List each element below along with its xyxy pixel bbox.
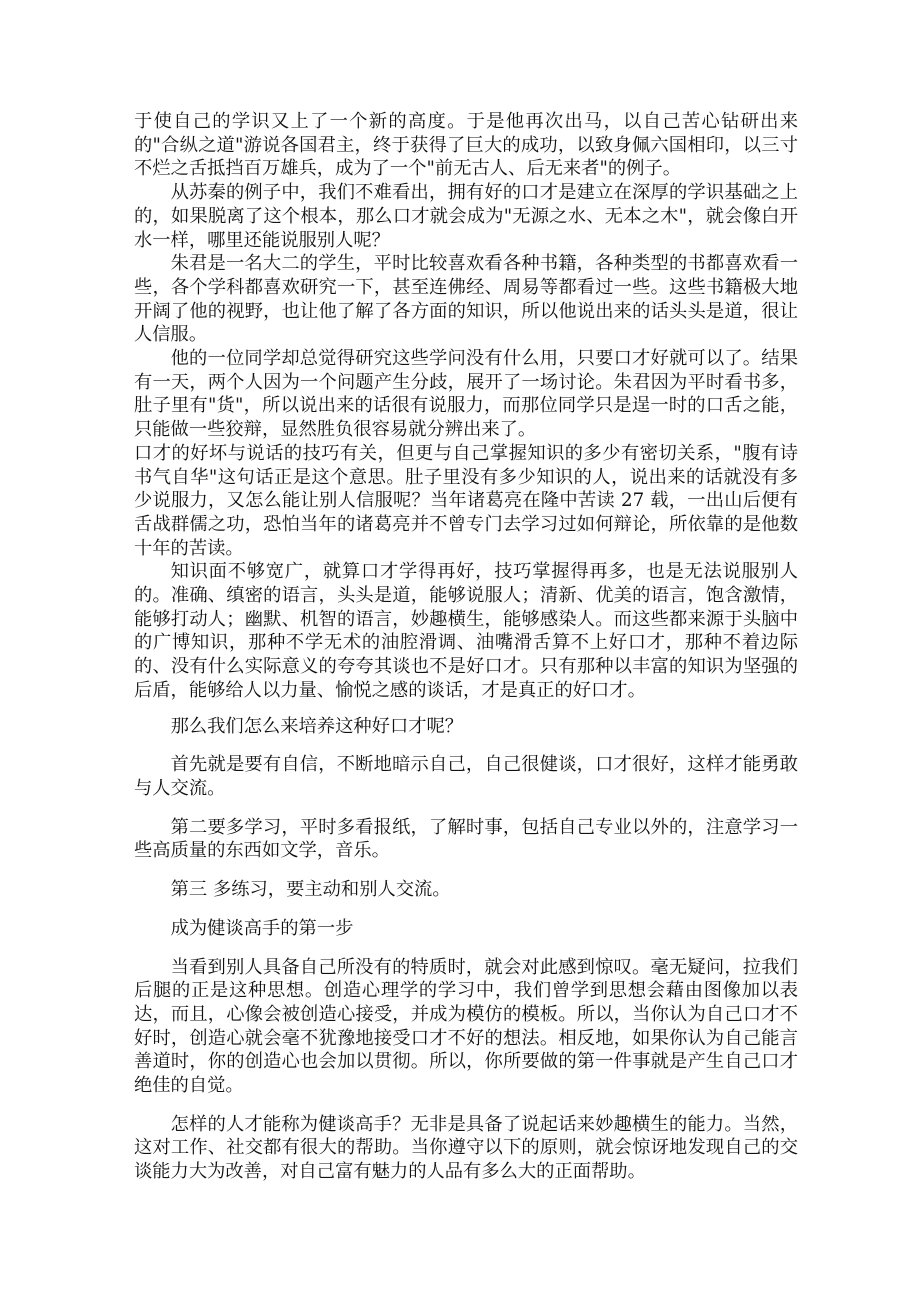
paragraph: 第三 多练习，要主动和别人交流。 [170,879,451,901]
document-body [134,110,798,1184]
paragraph: 当看到别人具备自己所没有的特质时，就会对此感到惊叹。毫无疑问，拉我们后腿的正是这种思想。创造心理学的学习中，我们曾学到思想会藉由图像加以表达，而且，心像会被创造心接受，并成为模仿的模板。所以，当你认为自己口才不好时，创造心就会毫不犹豫地接受口才不好的想法。相反地，如果你认为自己能言善道时，你的创造心也会加以贯彻。所以，你所要做的第一件事就是产生自己口才绝佳的自觉。 [134,956,798,1097]
paragraph: 于使自己的学识又上了一个新的高度。于是他再次出马，以自己苦心钻研出来的"合纵之道"游说各国君主，终于获得了巨大的成功，以致身佩六国相印，以三寸不烂之舌抵挡百万雄兵，成为了一个"前无古人、后无来者"的例子。 [134,111,798,180]
paragraph: 怎样的人才能称为健谈高手？无非是具备了说起话来妙趣横生的能力。当然，这对工作、社交都有很大的帮助。当你遵守以下的原则，就会惊讶地发现自己的交谈能力大为改善，对自己富有魅力的人品有多么大的正面帮助。 [134,1113,798,1183]
paragraph: 从苏秦的例子中，我们不难看出，拥有好的口才是建立在深厚的学识基础之上的，如果脱离了这个根本，那么口才就会成为"无源之水、无本之木"，就会像白开水一样，哪里还能说服别人呢？ [134,182,798,251]
paragraph: 第二要多学习，平时多看报纸，了解时事，包括自己专业以外的，注意学习一些高质量的东西如文学，音乐。 [134,816,798,862]
paragraph: 知识面不够宽广，就算口才学得再好，技巧掌握得再多，也是无法说服别人的。准确、缜密的语言，头头是道，能够说服人；清新、优美的语言，饱含激情，能够打动人；幽默、机智的语言，妙趣横生，能够感染人。而这些都来源于头脑中的广博知识，那种不学无术的油腔滑调、油嘴滑舌算不上好口才，那种不着边际的、没有什么实际意义的夸夸其谈也不是好口才。只有那种以丰富的知识为坚强的后盾，能够给人以力量、愉悦之感的谈话，才是真正的好口才。 [134,561,798,701]
paragraph: 口才的好坏与说话的技巧有关，但更与自己掌握知识的多少有密切关系，"腹有诗书气自华"这句话正是这个意思。肚子里没有多少知识的人，说出来的话就没有多少说服力，又怎么能让别人信服呢？当年诸葛亮在隆中苦读 27 载，一出山后便有舌战群儒之功，恐怕当年的诸葛亮并不曾专门去学习过如何辩论，所依靠的是他数十年的苦读。 [134,442,798,559]
paragraph: 朱君是一名大二的学生，平时比较喜欢看各种书籍，各种类型的书都喜欢看一些，各个学科都喜欢研究一下，甚至连佛经、周易等都看过一些。这些书籍极大地开阔了他的视野，也让他了解了各方面的知识，所以他说出来的话头头是道，很让人信服。 [134,253,798,346]
paragraph: 他的一位同学却总觉得研究这些学问没有什么用，只要口才好就可以了。结果有一天，两个人因为一个问题产生分歧，展开了一场讨论。朱君因为平时看书多，肚子里有"货"，所以说出来的话很有说服力，而那位同学只是逞一时的口舌之能，只能做一些狡辩，显然胜负很容易就分辨出来了。 [134,348,798,441]
paragraph: 首先就是要有自信，不断地暗示自己，自己很健谈，口才很好，这样才能勇敢与人交流。 [134,754,798,799]
paragraph: 那么我们怎么来培养这种好口才呢？ [170,715,464,737]
section-heading: 成为健谈高手的第一步 [170,917,354,939]
